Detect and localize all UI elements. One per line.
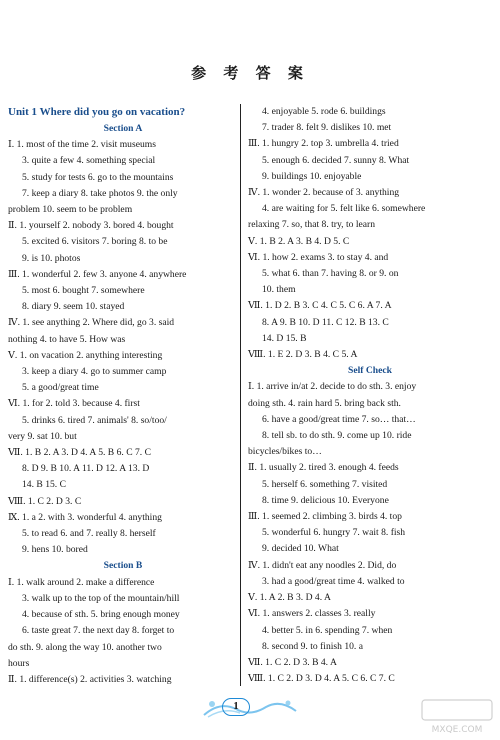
answer-line: 5. excited 6. visitors 7. boring 8. to be <box>22 236 168 248</box>
answer-line: 5. what 6. than 7. having 8. or 9. on <box>262 268 399 280</box>
answer-line: nothing 4. to have 5. How was <box>8 333 126 345</box>
answer-line: Ⅴ. 1. B 2. A 3. B 4. D 5. C <box>248 235 350 247</box>
answer-line: Ⅳ. 1. see anything 2. Where did, go 3. said <box>8 317 175 329</box>
answer-line: Ⅸ. 1. a 2. with 3. wonderful 4. anything <box>8 511 162 523</box>
answer-line: 3. walk up to the top of the mountain/hill <box>22 592 180 604</box>
answer-line: 4. enjoyable 5. rode 6. buildings <box>262 106 386 117</box>
answer-line: Ⅵ. 1. answers 2. classes 3. really <box>248 608 376 620</box>
answer-line: Ⅵ. 1. for 2. told 3. because 4. first <box>8 398 140 410</box>
watermark-logo-icon <box>420 698 494 736</box>
answer-line: do sth. 9. along the way 10. another two <box>8 641 162 653</box>
answer-line: 9. hens 10. bored <box>22 544 88 556</box>
answer-line: Ⅲ. 1. hungry 2. top 3. umbrella 4. tried <box>248 138 399 150</box>
answer-line: 8. second 9. to finish 10. a <box>262 640 363 652</box>
unit-heading: Unit 1 Where did you go on vacation? <box>8 106 186 118</box>
column-divider <box>240 104 241 686</box>
answer-line: 10. them <box>262 284 296 296</box>
answer-line: 8. tell sb. to do sth. 9. come up 10. ride <box>262 430 412 442</box>
answer-line: 5. herself 6. something 7. visited <box>262 478 388 490</box>
answer-line: Ⅴ. 1. on vacation 2. anything interesting <box>8 349 163 361</box>
page-badge-decoration-icon <box>200 695 300 721</box>
answer-line: Ⅷ. 1. E 2. D 3. B 4. C 5. A <box>248 349 358 361</box>
answer-line: 3. had a good/great time 4. walked to <box>262 575 405 587</box>
answer-line: 5. drinks 6. tired 7. animals' 8. so/too/ <box>22 414 167 426</box>
answer-line: 9. buildings 10. enjoyable <box>262 170 362 182</box>
answer-line: Ⅷ. 1. C 2. D 3. C <box>8 495 82 507</box>
answer-line: 5. study for tests 6. go to the mountains <box>22 171 174 183</box>
answer-line: Ⅰ. 1. arrive in/at 2. decide to do sth. 3. enjoy <box>248 381 417 393</box>
right-answer-column <box>248 104 492 687</box>
answer-line: Ⅶ. 1. D 2. B 3. C 4. C 5. C 6. A 7. A <box>248 300 392 312</box>
answer-line: 7. keep a diary 8. take photos 9. the only <box>22 187 178 199</box>
answer-line: 14. B 15. C <box>22 479 66 491</box>
section-heading: Self Check <box>348 365 392 377</box>
answer-line: 7. trader 8. felt 9. dislikes 10. met <box>262 122 392 134</box>
answer-line: doing sth. 4. rain hard 5. bring back sth. <box>248 397 401 409</box>
answer-line: 4. because of sth. 5. bring enough money <box>22 609 180 621</box>
answer-line: Ⅰ. 1. walk around 2. make a difference <box>8 576 155 588</box>
answer-line: 8. diary 9. seem 10. stayed <box>22 301 125 313</box>
left-answer-column <box>8 104 238 688</box>
answer-line: Ⅵ. 1. how 2. exams 3. to stay 4. and <box>248 251 389 263</box>
answer-line: Ⅰ. 1. most of the time 2. visit museums <box>8 139 156 151</box>
answer-line: Ⅴ. 1. A 2. B 3. D 4. A <box>248 592 331 604</box>
answer-line: 4. are waiting for 5. felt like 6. somewhere <box>262 203 426 215</box>
answer-line: Ⅶ. 1. B 2. A 3. D 4. A 5. B 6. C 7. C <box>8 447 151 459</box>
answer-line: 5. to read 6. and 7. really 8. herself <box>22 528 156 540</box>
answer-line: 9. decided 10. What <box>262 543 339 555</box>
answer-line: hours <box>8 657 30 669</box>
answer-line: Ⅱ. 1. yourself 2. nobody 3. bored 4. bought <box>8 220 174 232</box>
answer-line: 8. time 9. delicious 10. Everyone <box>262 494 389 506</box>
answer-line: 5. wonderful 6. hungry 7. wait 8. fish <box>262 527 406 539</box>
answer-line: Ⅱ. 1. usually 2. tired 3. enough 4. feeds <box>248 462 399 474</box>
answer-line: Ⅲ. 1. wonderful 2. few 3. anyone 4. anywhere <box>8 268 187 280</box>
answer-line: very 9. sat 10. but <box>8 430 77 442</box>
section-heading: Section A <box>103 123 143 134</box>
answer-line: bicycles/bikes to… <box>248 446 322 458</box>
answer-line: 5. a good/great time <box>22 382 99 394</box>
answer-line: 14. D 15. B <box>262 332 307 344</box>
answer-line: problem 10. seem to be problem <box>8 204 133 216</box>
answer-line: 5. enough 6. decided 7. sunny 8. What <box>262 154 410 166</box>
answer-line: 8. A 9. B 10. D 11. C 12. B 13. C <box>262 316 389 328</box>
answer-line: 9. is 10. photos <box>22 252 81 264</box>
answer-line: 4. better 5. in 6. spending 7. when <box>262 624 393 636</box>
answer-line: Ⅳ. 1. didn't eat any noodles 2. Did, do <box>248 559 397 571</box>
answer-line: 3. keep a diary 4. go to summer camp <box>22 366 167 378</box>
answer-line: Ⅷ. 1. C 2. D 3. D 4. A 5. C 6. C 7. C <box>248 673 395 685</box>
answer-line: 6. taste great 7. the next day 8. forget to <box>22 625 175 637</box>
page-title: 参 考 答 案 <box>191 64 309 82</box>
answer-line: Ⅳ. 1. wonder 2. because of 3. anything <box>248 187 400 199</box>
answer-line: Ⅶ. 1. C 2. D 3. B 4. A <box>248 656 337 668</box>
section-heading: Section B <box>103 560 143 572</box>
watermark-text: MXQE.COM <box>431 725 483 735</box>
answer-line: 6. have a good/great time 7. so… that… <box>262 413 416 425</box>
answer-line: 5. most 6. bought 7. somewhere <box>22 285 145 297</box>
answer-line: Ⅱ. 1. difference(s) 2. activities 3. watching <box>8 673 172 685</box>
answer-line: relaxing 7. so, that 8. try, to learn <box>248 219 375 231</box>
answer-line: 8. D 9. B 10. A 11. D 12. A 13. D <box>22 463 150 475</box>
answer-line: 3. quite a few 4. something special <box>22 155 156 167</box>
answer-line: Ⅲ. 1. seemed 2. climbing 3. birds 4. top <box>248 511 402 523</box>
page-number: 1 <box>222 698 250 716</box>
